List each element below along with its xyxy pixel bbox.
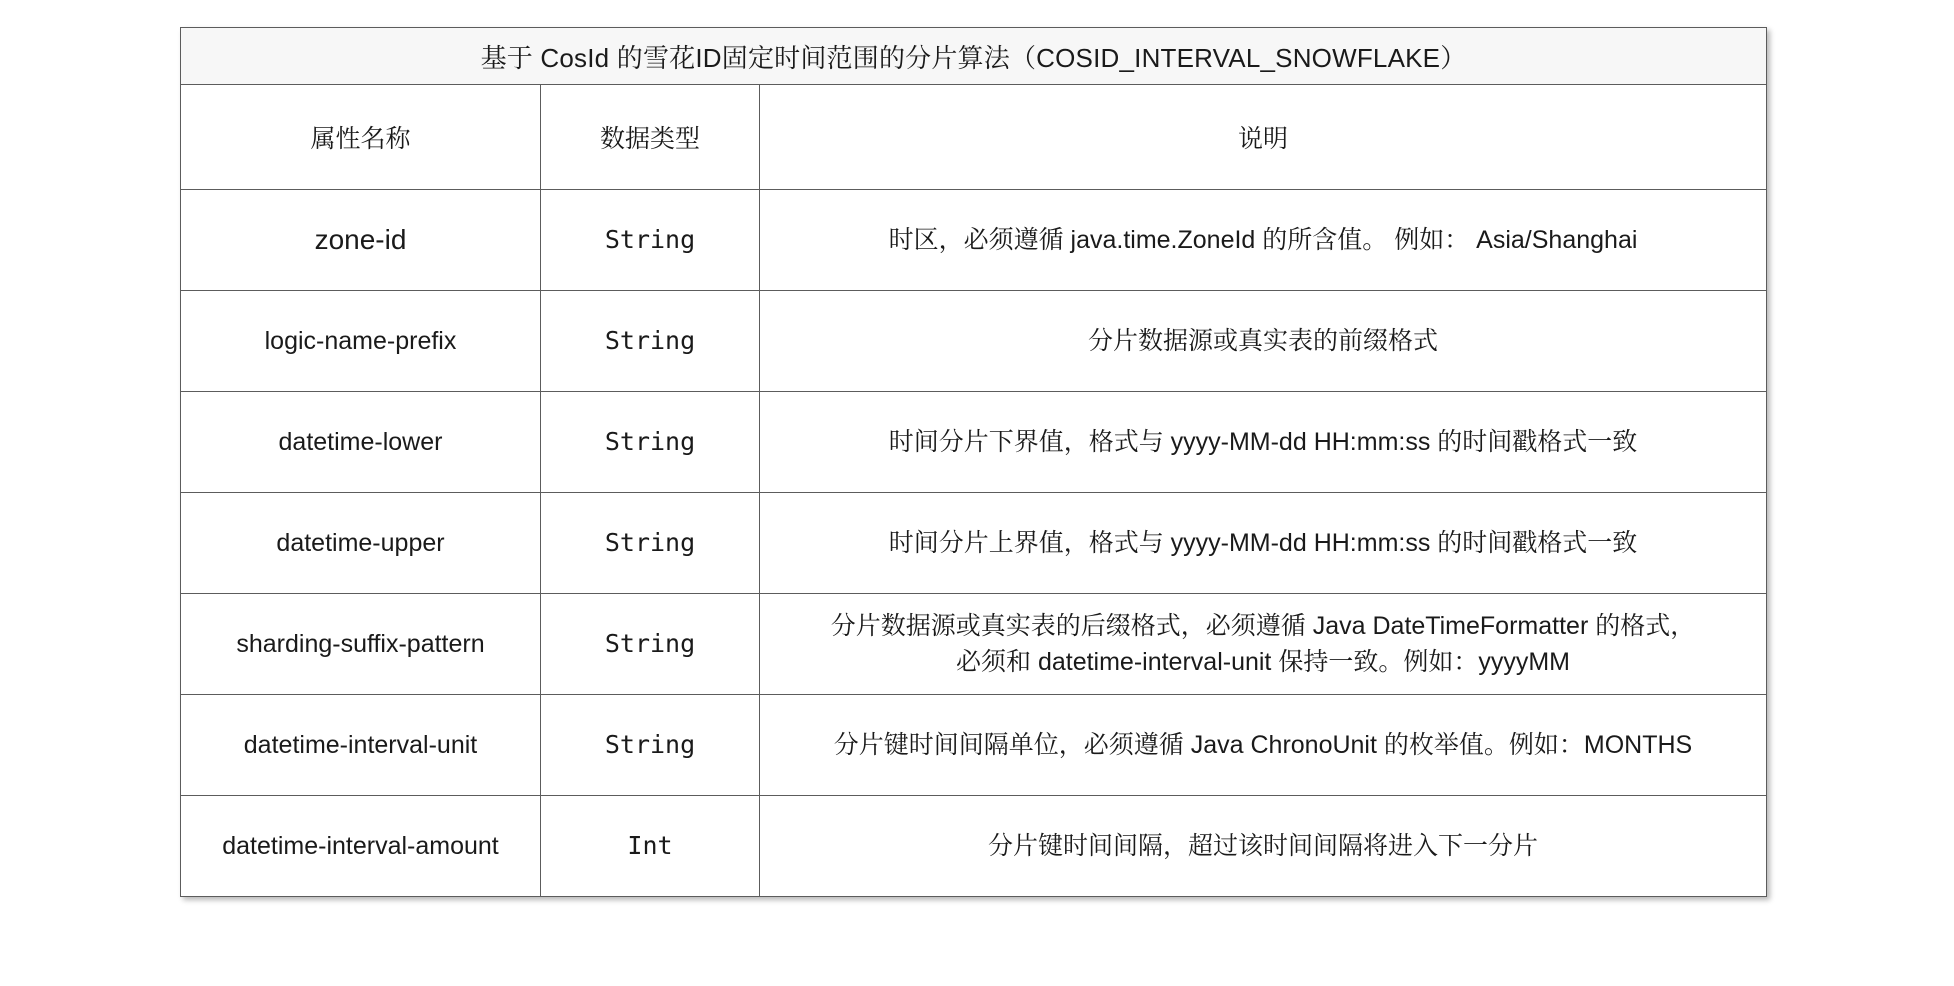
column-header-attribute: 属性名称 (181, 85, 541, 190)
table-row (181, 291, 1767, 392)
table-row (181, 493, 1767, 594)
cell-description (760, 796, 1767, 897)
table-caption-row (181, 28, 1767, 85)
table-caption: 基于 CosId 的雪花ID固定时间范围的分片算法（COSID_INTERVAL_SNOWFLAKE） (181, 28, 1767, 85)
table-row (181, 190, 1767, 291)
description-line: 分片数据源或真实表的后缀格式，必须遵循 Java DateTimeFormatter 的格式， (830, 611, 1696, 640)
cell-description (760, 190, 1767, 291)
cell-data-type: Int (541, 796, 760, 897)
cell-attribute-name: datetime-lower (181, 392, 541, 493)
column-header-description: 说明 (760, 85, 1767, 190)
cell-attribute-name: datetime-interval-unit (181, 695, 541, 796)
column-header-datatype: 数据类型 (541, 85, 760, 190)
cell-data-type: String (541, 392, 760, 493)
cell-attribute-name: datetime-upper (181, 493, 541, 594)
table-row (181, 796, 1767, 897)
cell-data-type: String (541, 493, 760, 594)
description-line: 时区，必须遵循 java.time.ZoneId 的所含值。 例如： Asia/Shanghai (888, 225, 1638, 254)
cell-attribute-name: datetime-interval-amount (181, 796, 541, 897)
cell-data-type: String (541, 291, 760, 392)
table-body (181, 190, 1767, 897)
table-row (181, 594, 1767, 695)
description-line: 分片键时间间隔，超过该时间间隔将进入下一分片 (987, 831, 1538, 860)
cell-attribute-name: zone-id (181, 190, 541, 291)
description-line: 分片数据源或真实表的前缀格式 (1087, 326, 1438, 355)
table-row (181, 392, 1767, 493)
cell-attribute-name: sharding-suffix-pattern (181, 594, 541, 695)
cell-attribute-name: logic-name-prefix (181, 291, 541, 392)
cell-description (760, 493, 1767, 594)
cell-description (760, 695, 1767, 796)
description-line: 时间分片下界值，格式与 yyyy-MM-dd HH:mm:ss 的时间戳格式一致 (888, 427, 1638, 456)
cell-data-type: String (541, 594, 760, 695)
description-line: 时间分片上界值，格式与 yyyy-MM-dd HH:mm:ss 的时间戳格式一致 (888, 528, 1638, 557)
description-line: 分片键时间间隔单位，必须遵循 Java ChronoUnit 的枚举值。例如：MONTHS (833, 730, 1693, 759)
cell-description (760, 392, 1767, 493)
cell-data-type: String (541, 695, 760, 796)
cell-description (760, 291, 1767, 392)
sharding-algorithm-spec-table (180, 27, 1767, 897)
table-header-row (181, 85, 1767, 190)
spec-table-container (180, 27, 1767, 897)
description-line-2: 必须和 datetime-interval-unit 保持一致。例如：yyyyMM (956, 648, 1570, 676)
cell-description (760, 594, 1767, 695)
cell-data-type: String (541, 190, 760, 291)
table-row (181, 695, 1767, 796)
